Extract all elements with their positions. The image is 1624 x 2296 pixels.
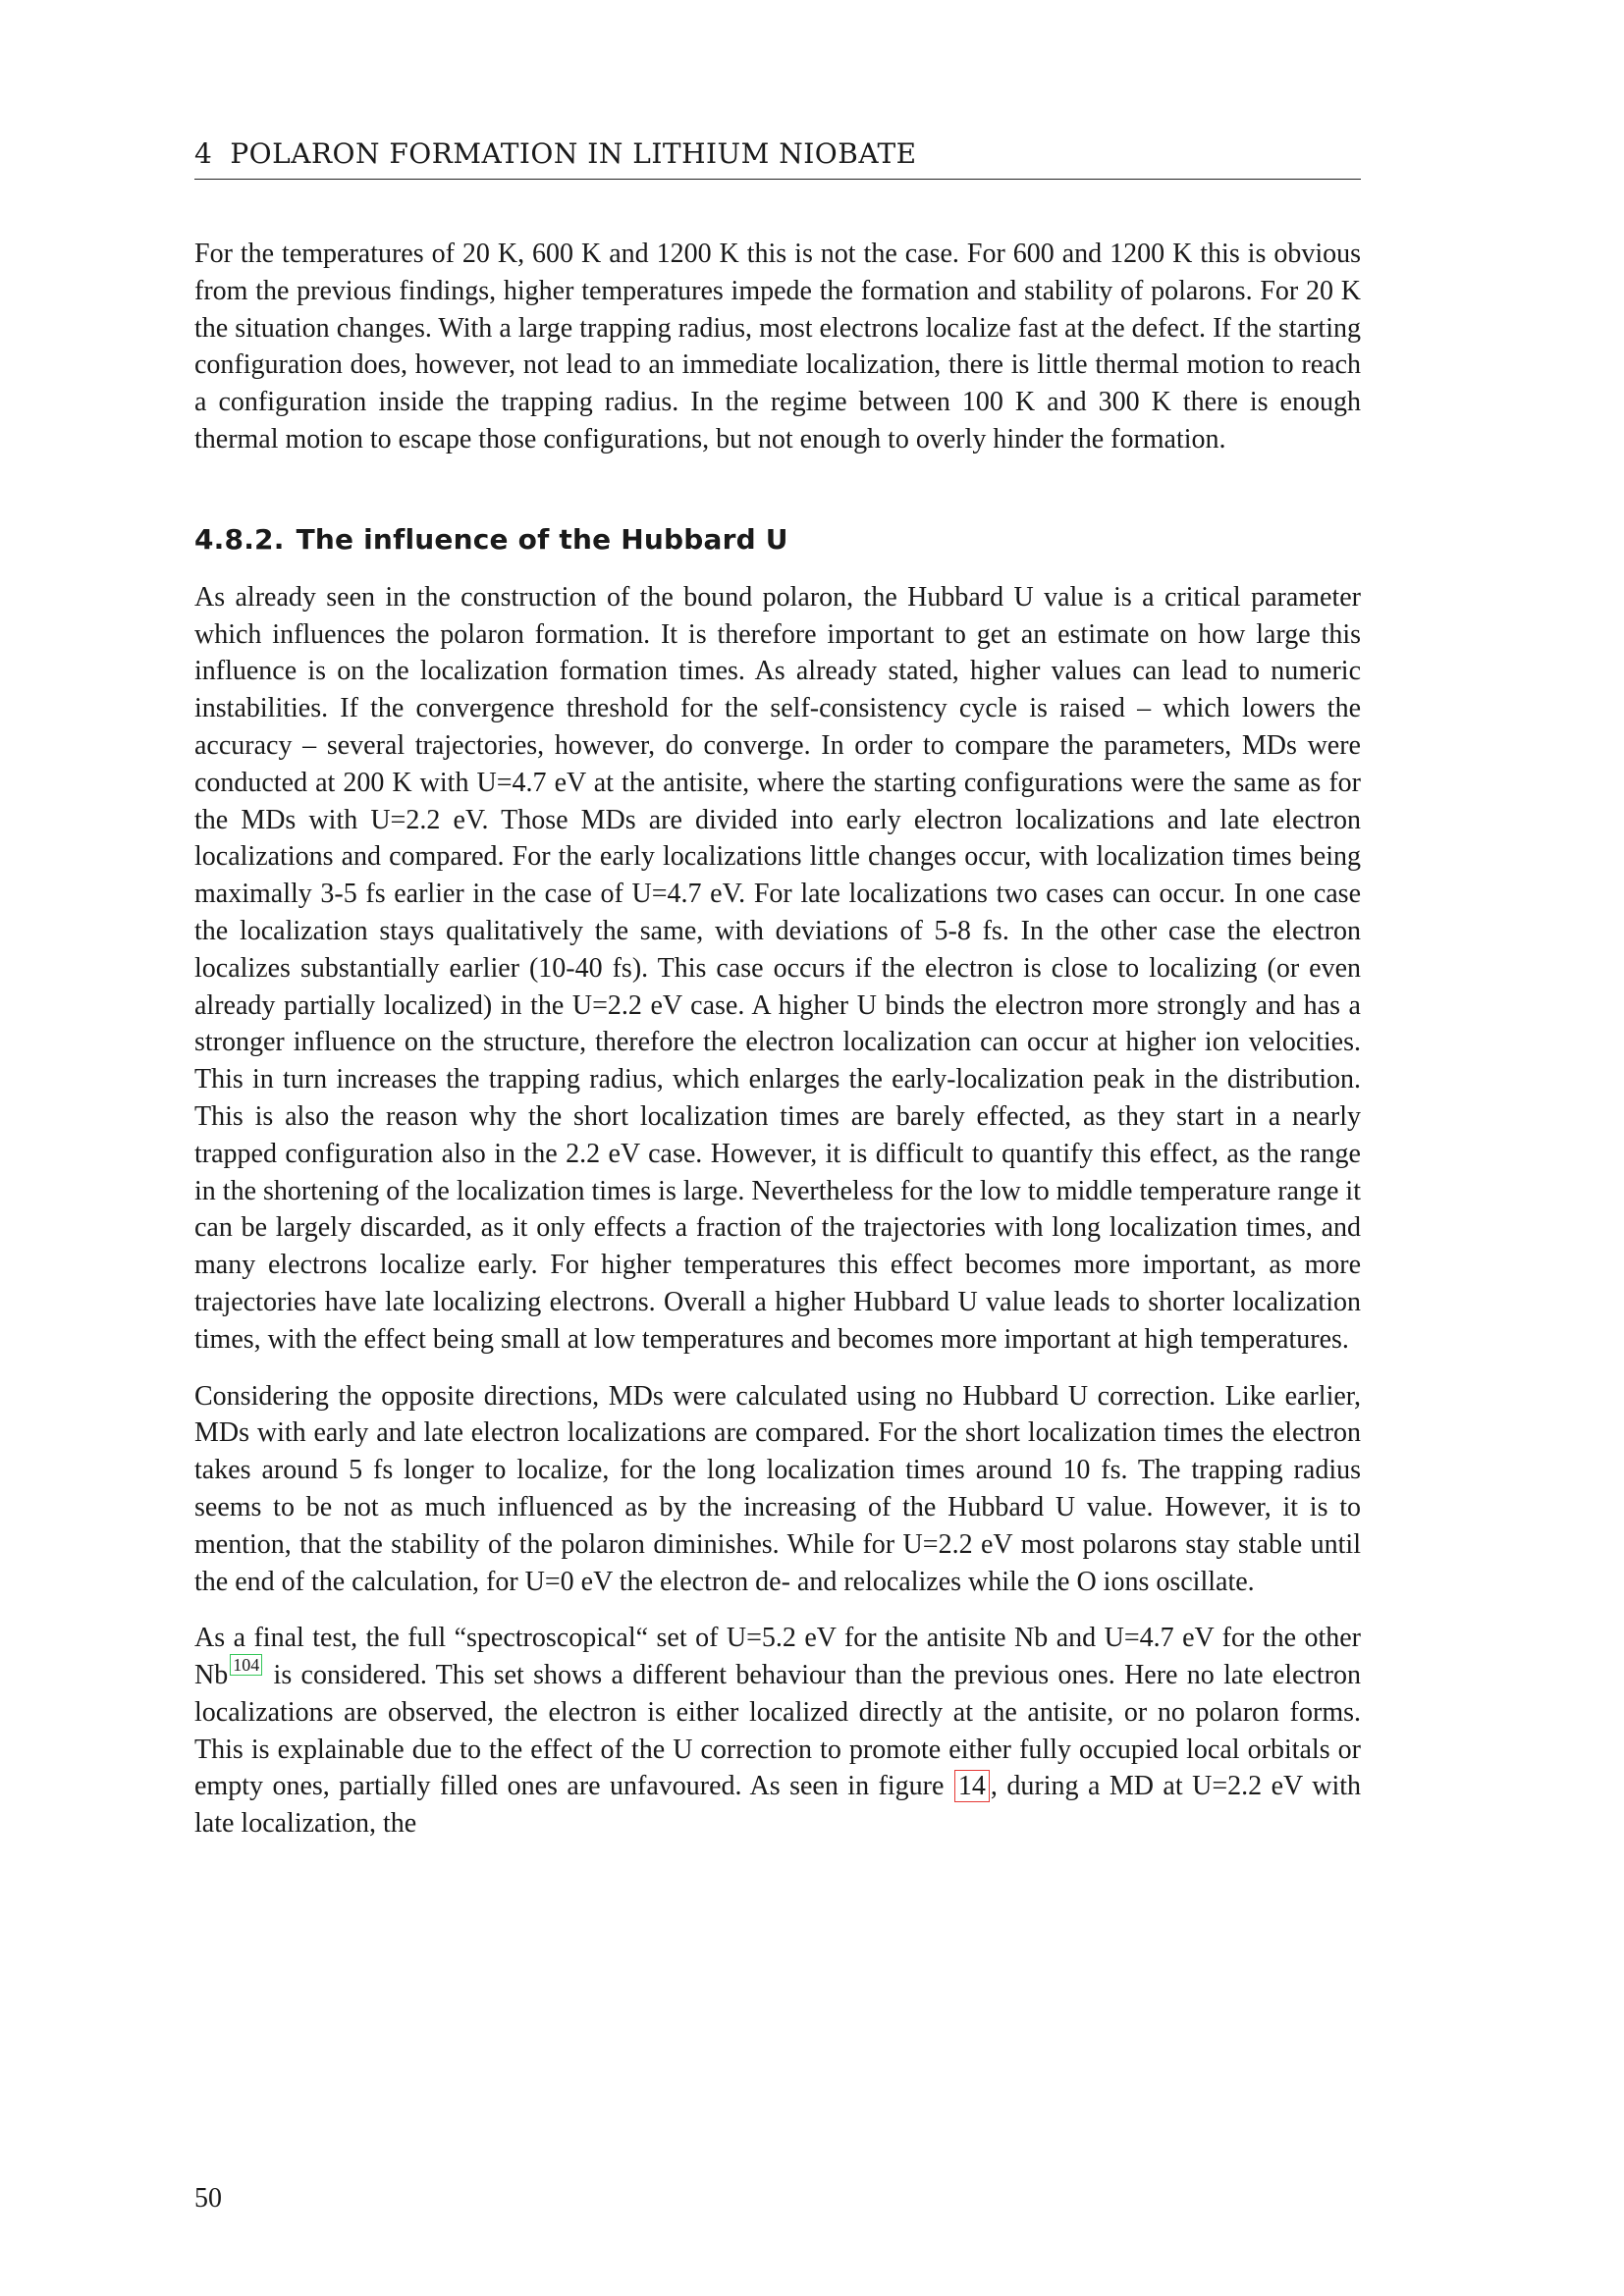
- page-number: 50: [194, 2183, 222, 2214]
- section-title: The influence of the Hubbard U: [296, 522, 788, 556]
- main-text: [194, 236, 1361, 1842]
- section-number: 4.8.2.: [194, 522, 285, 556]
- paragraph-spectroscopical-set: [194, 1620, 1361, 1842]
- paragraph-hubbard-influence: As already seen in the construction of the bound polaron, the Hubbard U value is a critical parameter which influences the polaron formation. It is therefore important to get an estimate on how large this influence is on the localization formation times. As already stated, higher values can lead to numeric instabilities. If the convergence threshold for the self-consistency cycle is raised – which lowers the accuracy – several trajectories, however, do converge. In order to compare the parameters, MDs were conducted at 200 K with U=4.7 eV at the antisite, where the starting configurations were the same as for the MDs with U=2.2 eV. Those MDs are divided into early electron localizations and late electron localizations and compared. For the early localizations little changes occur, with localization times being maximally 3-5 fs earlier in the case of U=4.7 eV. For late localizations two cases can occur. In one case the localization stays qualitatively the same, with deviations of 5-8 fs. In the other case the electron localizes substantially earlier (10-40 fs). This case occurs if the electron is close to localizing (or even already partially localized) in the U=2.2 eV case. A higher U binds the electron more strongly and has a stronger influence on the structure, therefore the electron localization can occur at higher ion velocities. This in turn increases the trapping radius, which enlarges the early-localization peak in the distribution. This is also the reason why the short localization times are barely effected, as they start in a nearly trapped configuration also in the 2.2 eV case. However, it is difficult to quantify this effect, as the range in the shortening of the localization times is large. Nevertheless for the low to middle temperature range it can be largely discarded, as it only effects a fraction of the trajectories with long localization times, and many electrons localize early. For higher temperatures this effect becomes more important, as more trajectories have late localizing electrons. Overall a higher Hubbard U value leads to shorter localization times, with the effect being small at low temperatures and becomes more important at high temperatures.: [194, 581, 1361, 1355]
- paragraph-temperatures: For the temperatures of 20 K, 600 K and 1200 K this is not the case. For 600 and 1200 K this is obvious from the previous findings, higher temperatures impede the formation and stability of polarons. For 20 K the situation changes. With a large trapping radius, most electrons localize fast at the defect. If the starting configuration does, however, not lead to an immediate localization, there is little thermal motion to reach a configuration inside the trapping radius. In the regime between 100 K and 300 K there is enough thermal motion to escape those configurations, but not enough to overly hinder the formation.: [194, 239, 1361, 454]
- citation-link[interactable]: 104: [230, 1654, 262, 1676]
- section-heading: [194, 523, 1361, 556]
- running-header: [194, 137, 1361, 180]
- paragraph-text-part: , during a MD at U=2.2 eV with late localization, the: [194, 1771, 1361, 1840]
- paragraph-text-part: As a final test, the full “spectroscopical“ set of U=5.2 eV for the antisite Nb and U=4.7 eV for the other Nb: [194, 1623, 1361, 1691]
- paragraph-no-hubbard: Considering the opposite directions, MDs were calculated using no Hubbard U correction. Like earlier, MDs with early and late electron localizations are compared. For the short localization times the electron takes around 5 fs longer to localize, for the long localization times around 10 fs. The trapping radius seems to be not as much influenced as by the increasing of the Hubbard U value. However, it is to mention, that the stability of the polaron diminishes. While for U=2.2 eV most polarons stay stable until the end of the calculation, for U=0 eV the electron de- and relocalizes while the O ions oscillate.: [194, 1380, 1361, 1597]
- figure-reference-link[interactable]: 14: [954, 1770, 990, 1802]
- chapter-title: POLARON FORMATION IN LITHIUM NIOBATE: [230, 137, 917, 170]
- chapter-number: 4: [194, 137, 213, 170]
- paragraph-text-part: is considered. This set shows a different behaviour than the previous ones. Here no late electron localizations are observed, the electron is either localized directly at the antisite, or no polaron forms. This is explainable due to the effect of the U correction to promote either fully occupied local orbitals or empty ones, partially filled ones are unfavoured. As seen in figure: [194, 1660, 1361, 1802]
